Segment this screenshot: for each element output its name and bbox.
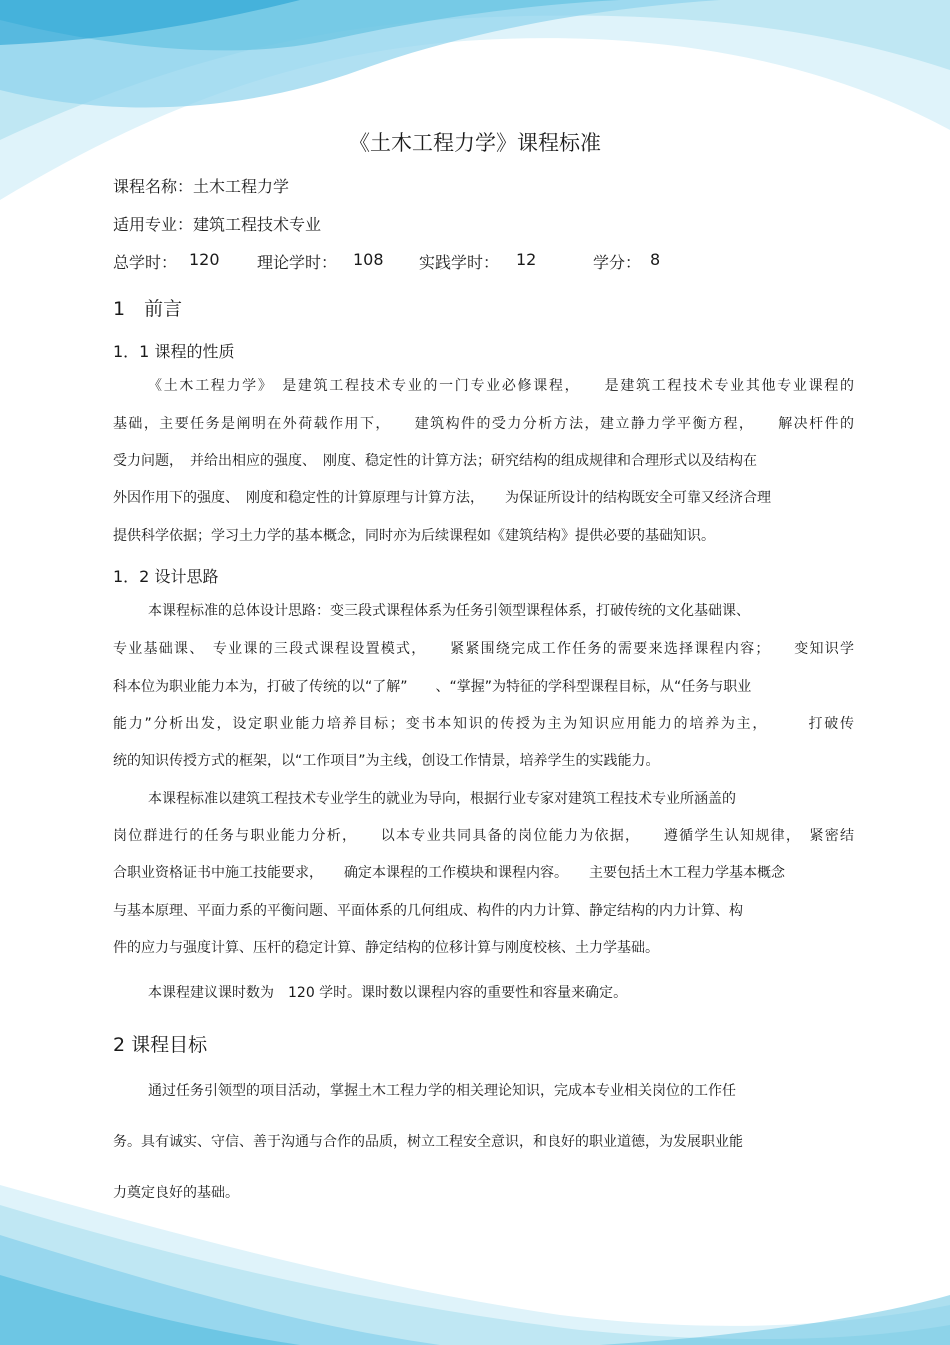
s2-line-3: 力奠定良好的基础。 <box>113 1185 239 1201</box>
applicable-major: 适用专业：建筑工程技术专业 <box>113 215 322 234</box>
practice-hours-value: 12 <box>516 250 537 269</box>
theory-hours-label: 理论学时： <box>257 253 338 272</box>
theory-hours-value: 108 <box>353 250 384 269</box>
section-1-1-heading: 1．1 课程的性质 <box>113 342 235 361</box>
total-hours-label: 总学时： <box>113 253 178 272</box>
s11-line-4: 外因作用下的强度、 刚度和稳定性的计算原理与计算方法， 为保证所设计的结构既安全可靠又经济合理 <box>113 490 771 506</box>
s12-p3: 本课程建议课时数为 120 学时。课时数以课程内容的重要性和容量来确定。 <box>148 985 628 1001</box>
s11-line-3: 受力问题， 并给出相应的强度、 刚度、稳定性的计算方法；研究结构的组成规律和合理形式以及结构在 <box>113 453 757 469</box>
credit-label: 学分： <box>593 253 642 272</box>
section-1-2-heading: 1．2 设计思路 <box>113 567 219 586</box>
s12-p2-line-2: 岗位群进行的任务与职业能力分析， 以本专业共同具备的岗位能力为依据， 遵循学生认知规律， 紧密结 <box>113 828 854 844</box>
s11-line-5: 提供科学依据；学习土力学的基本概念，同时亦为后续课程如《建筑结构》提供必要的基础知识。 <box>113 528 715 544</box>
s12-p2-line-1: 本课程标准以建筑工程技术专业学生的就业为导向，根据行业专家对建筑工程技术专业所涵盖的 <box>148 791 736 807</box>
section-2-heading: 2 课程目标 <box>113 1034 208 1056</box>
s12-p1-line-3: 科本位为职业能力本为，打破了传统的以“了解” 、“掌握”为特征的学科型课程目标，从“任务与职业 <box>113 679 752 695</box>
s11-line-1: 《土木工程力学》 是建筑工程技术专业的一门专业必修课程， 是建筑工程技术专业其他专业课程的 <box>148 378 854 394</box>
s12-p2-line-4: 与基本原理、平面力系的平衡问题、平面体系的几何组成、构件的内力计算、静定结构的内力计算、构 <box>113 903 743 919</box>
s12-p2-line-3: 合职业资格证书中施工技能要求， 确定本课程的工作模块和课程内容。 主要包括土木工程力学基本概念 <box>113 865 785 881</box>
s12-p1-line-2: 专业基础课、 专业课的三段式课程设置模式， 紧紧围绕完成工作任务的需要来选择课程内容； 变知识学 <box>113 641 854 657</box>
s11-line-2: 基础，主要任务是阐明在外荷载作用下， 建筑构件的受力分析方法，建立静力学平衡方程， 解决杆件的 <box>113 416 854 432</box>
s12-p1-line-1: 本课程标准的总体设计思路：变三段式课程体系为任务引领型课程体系，打破传统的文化基础课、 <box>148 603 750 619</box>
total-hours-value: 120 <box>189 250 220 269</box>
s12-p2-line-5: 件的应力与强度计算、压杆的稳定计算、静定结构的位移计算与刚度校核、土力学基础。 <box>113 940 659 956</box>
s2-line-1: 通过任务引领型的项目活动，掌握土木工程力学的相关理论知识，完成本专业相关岗位的工作任 <box>148 1083 736 1099</box>
section-1-heading: 1 前言 <box>113 298 183 320</box>
credit-value: 8 <box>650 250 661 269</box>
s12-p1-line-5: 统的知识传授方式的框架，以“工作项目”为主线，创设工作情景，培养学生的实践能力。 <box>113 753 660 769</box>
s12-p1-line-4: 能力”分析出发，设定职业能力培养目标；变书本知识的传授为主为知识应用能力的培养为主， 打破传 <box>113 716 854 732</box>
document-title: 《土木工程力学》课程标准 <box>349 131 601 155</box>
practice-hours-label: 实践学时： <box>419 253 500 272</box>
course-name: 课程名称：土木工程力学 <box>113 177 290 196</box>
s2-line-2: 务。具有诚实、守信、善于沟通与合作的品质，树立工程安全意识，和良好的职业道德，为发展职业能 <box>113 1134 743 1150</box>
